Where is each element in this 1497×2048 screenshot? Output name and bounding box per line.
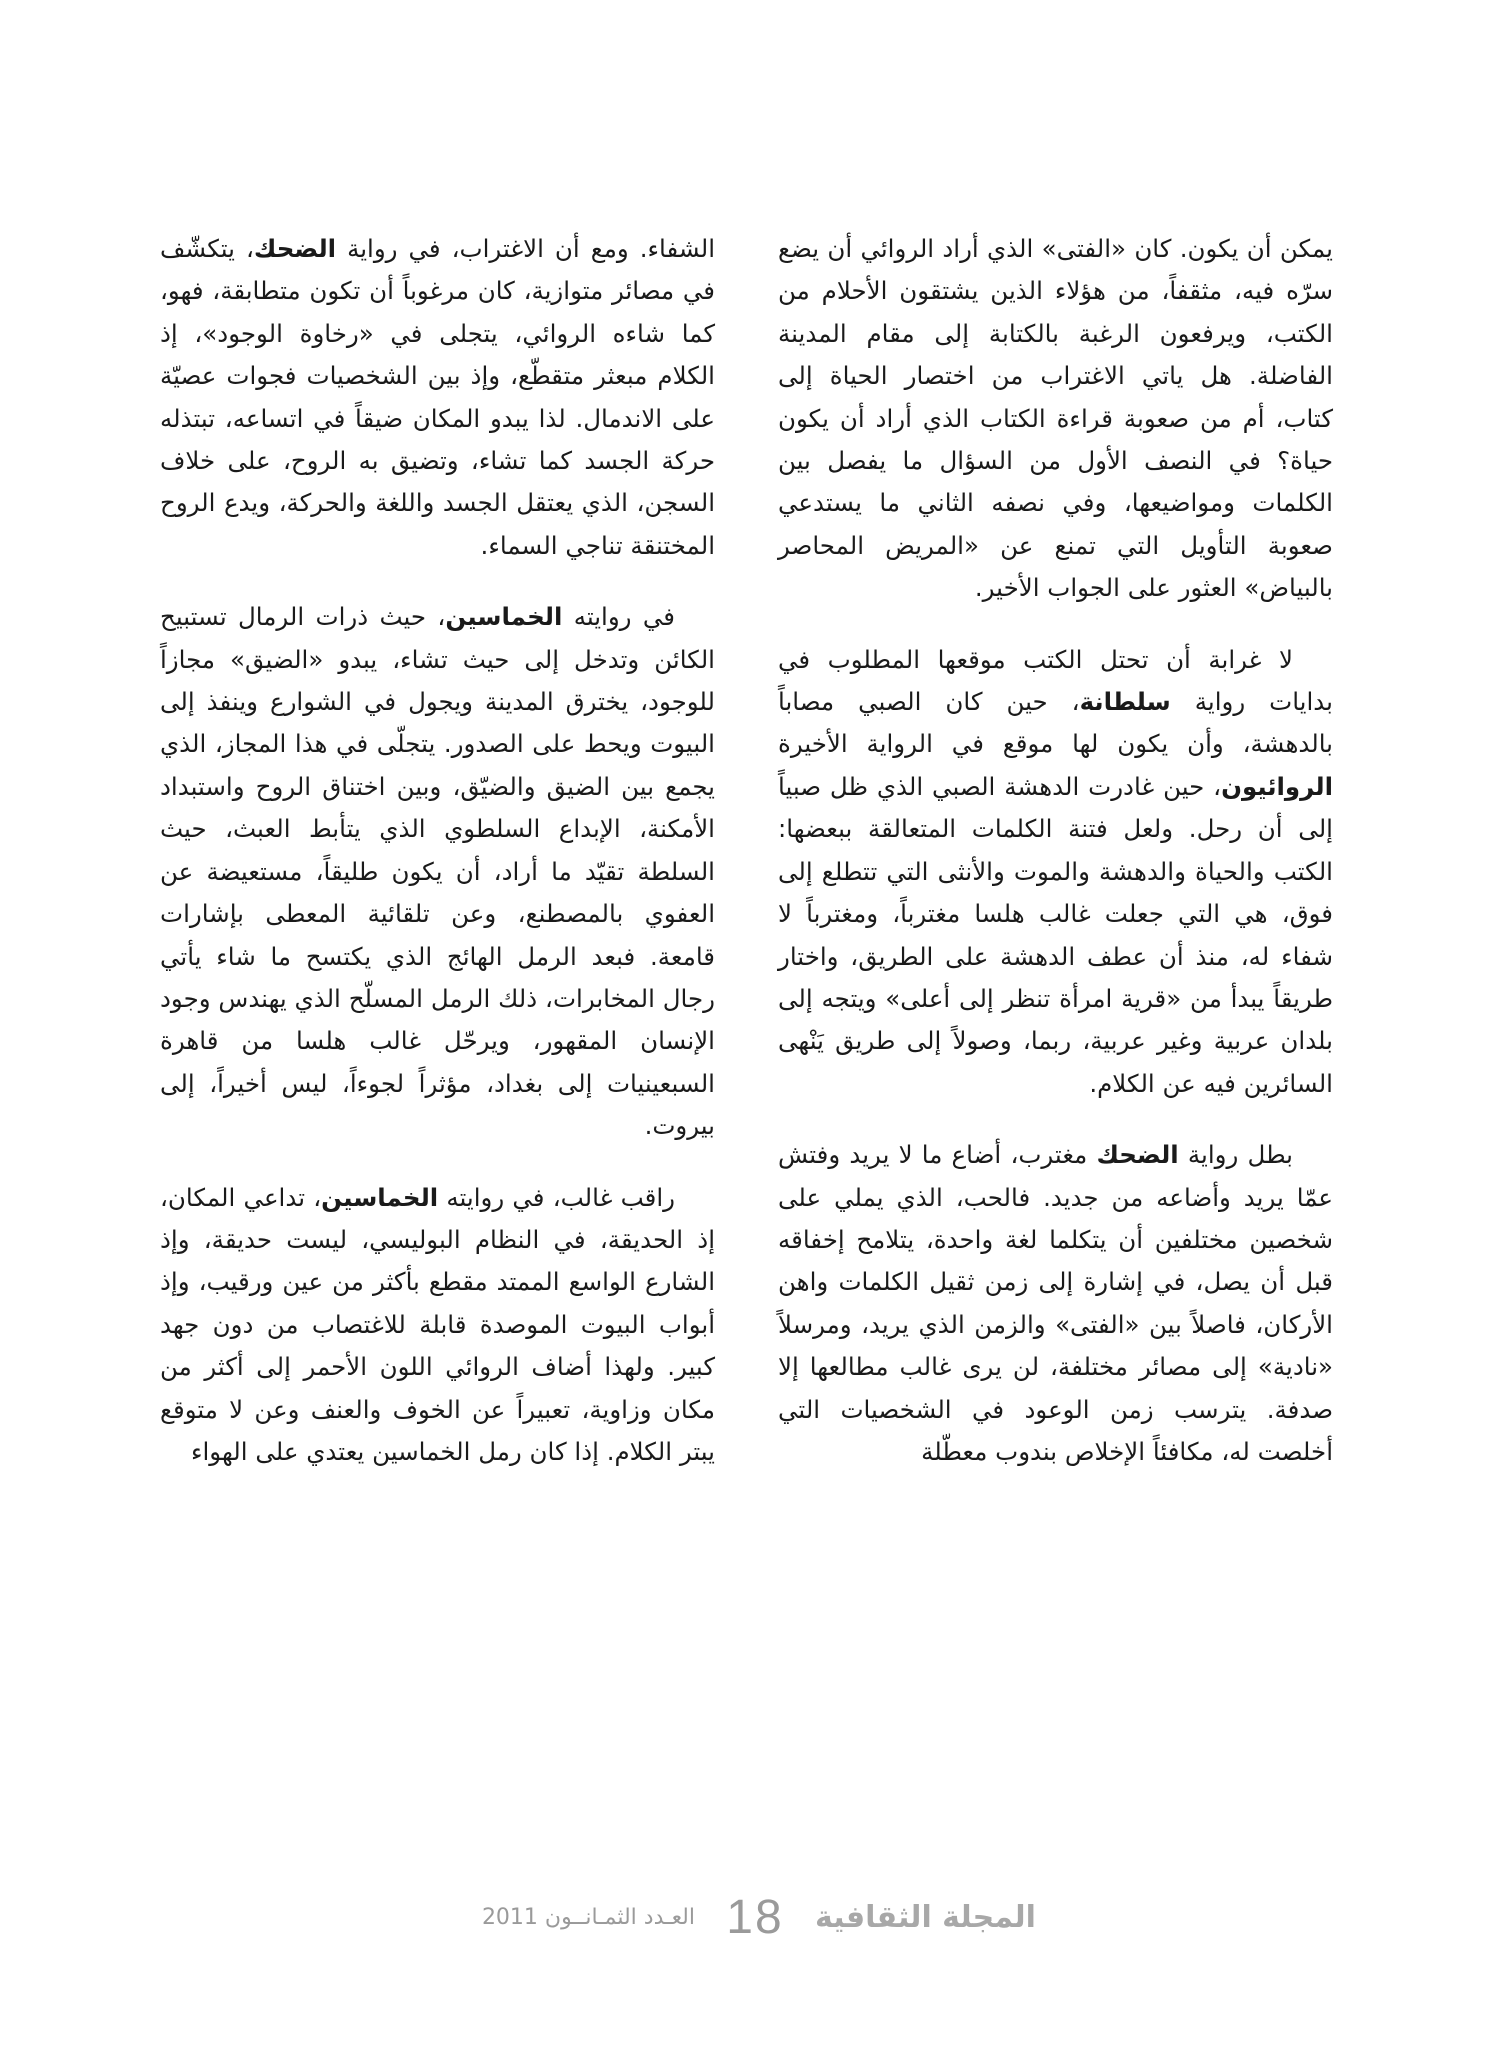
article-column-right (778, 228, 1333, 1502)
paragraph-text: الشفاء. ومع أن الاغتراب، في رواية (336, 234, 716, 263)
paragraph (778, 228, 1333, 610)
paragraph-text: مغترب، أضاع ما لا يريد وفتش عمّا يريد وأضاعه من جديد. فالحب، الذي يملي على شخصين مختلفين أن يتكلما لغة واحدة، يتلامح إخفاقه قبل أن يصل، في إشارة إلى زمن ثقيل الكلمات واهن الأركان، فاصلاً بين «الفتى» والزمن الذي يريد، ومرسلاً «نادية» إلى مصائر مختلفة، لن يرى غالب مطالعها إلا صدفة. يترسب زمن الوعود في الشخصيات التي أخلصت له، مكافئاً الإخلاص بندوب معطّلة (778, 1140, 1333, 1466)
page-footer (0, 1890, 1497, 1950)
paragraph-text: ، حين كان الصبي مصاباً بالدهشة، وأن يكون لها موقع في الرواية الأخيرة (778, 687, 1333, 759)
paragraph (160, 228, 715, 567)
novel-title: الضحك (1096, 1140, 1179, 1170)
paragraph (160, 1177, 715, 1474)
novel-title: الضحك (253, 234, 337, 263)
paragraph-text: راقب غالب، في روايته (438, 1182, 676, 1212)
page-number: 18 (726, 1891, 784, 1944)
novel-title: سلطانة (1079, 687, 1171, 717)
novel-title: الخماسين (445, 602, 563, 632)
paragraph (778, 639, 1333, 1105)
magazine-name: المجلة الثقافية (815, 1900, 1036, 1935)
paragraph (160, 596, 715, 1147)
paragraph-text: ، تداعي المكان، إذ الحديقة، في النظام البوليسي، ليست حديقة، وإذ الشارع الواسع الممتد مقطع بأكثر من عين ورقيب، وإذ أبواب البيوت الموصدة قابلة للاغتصاب من دون جهد كبير. ولهذا أضاف الروائي اللون الأحمر إلى أكثر من مكان وزاوية، تعبيراً عن الخوف والعنف وعن لا متوقع يبتر الكلام. إذا كان رمل الخماسين يعتدي على الهواء (160, 1182, 715, 1466)
novel-title: الخماسين (321, 1182, 439, 1212)
paragraph-text: ، حيث ذرات الرمال تستبيح الكائن وتدخل إلى حيث تشاء، يبدو «الضيق» مجازاً للوجود، يخترق المدينة ويجول في الشوارع وينفذ إلى البيوت ويحط على الصدور. يتجلّى في هذا المجاز، الذي يجمع بين الضيق والضيّق، وبين اختناق الروح واستبداد الأمكنة، الإبداع السلطوي الذي يتأبط العبث، حيث السلطة تقيّد ما أراد، أن يكون طليقاً، مستعيضة عن العفوي بالمصطنع، وعن تلقائية المعطى بإشارات قامعة. فبعد الرمل الهائج الذي يكتسح ما شاء يأتي رجال المخابرات، ذلك الرمل المسلّح الذي يهندس وجود الإنسان المقهور، ويرحّل غالب هلسا من قاهرة السبعينيات إلى بغداد، مؤثراً لجوءاً، ليس أخيراً، إلى بيروت. (160, 602, 715, 1141)
paragraph-text: بطل رواية (1178, 1140, 1293, 1170)
issue-label: العـدد الثمـانــون 2011 (481, 1905, 695, 1930)
paragraph-text: في روايته (562, 602, 675, 632)
article-column-left (160, 228, 715, 1502)
paragraph-text: لا غرابة أن تحتل الكتب موقعها المطلوب في بدايات رواية (778, 644, 1333, 717)
paragraph-text: يمكن أن يكون. كان «الفتى» الذي أراد الروائي أن يضع سرّه فيه، مثقفاً، من هؤلاء الذين يشتقون الأحلام من الكتب، ويرفعون الرغبة بالكتابة إلى مقام المدينة الفاضلة. هل ياتي الاغتراب من اختصار الحياة إلى كتاب، أم من صعوبة قراءة الكتاب الذي أراد أن يكون حياة؟ في النصف الأول من السؤال ما يفصل بين الكلمات ومواضيعها، وفي نصفه الثاني ما يستدعي صعوبة التأويل التي تمنع عن «المريض المحاصر بالبياض» العثور على الجواب الأخير. (778, 234, 1333, 603)
paragraph (778, 1134, 1333, 1473)
paragraph-text: ، يتكشّف في مصائر متوازية، كان مرغوباً أن تكون متطابقة، فهو، كما شاءه الروائي، يتجلى في «رخاوة الوجود»، إذ الكلام مبعثر متقطّع، وإذ بين الشخصيات فجوات عصيّة على الاندمال. لذا يبدو المكان ضيقاً في اتساعه، تبتذله حركة الجسد كما تشاء، وتضيق به الروح، على خلاف السجن، الذي يعتقل الجسد واللغة والحركة، ويدع الروح المختنقة تناجي السماء. (160, 234, 715, 560)
novel-title: الروائيون (1221, 771, 1333, 801)
paragraph-text: ، حين غادرت الدهشة الصبي الذي ظل صبياً إلى أن رحل. ولعل فتنة الكلمات المتعالقة ببعضها: الكتب والحياة والدهشة والموت والأنثى التي تتطلع إلى فوق، هي التي جعلت غالب هلسا مغترباً، ومغترباً لا شفاء له، منذ أن عطف الدهشة على الطريق، واختار طريقاً يبدأ من «قرية امرأة تنظر إلى أعلى» ويتجه إلى بلدان عربية وغير عربية، ربما، وصولاً إلى طريق يَنْهى السائرين فيه عن الكلام. (778, 771, 1333, 1098)
